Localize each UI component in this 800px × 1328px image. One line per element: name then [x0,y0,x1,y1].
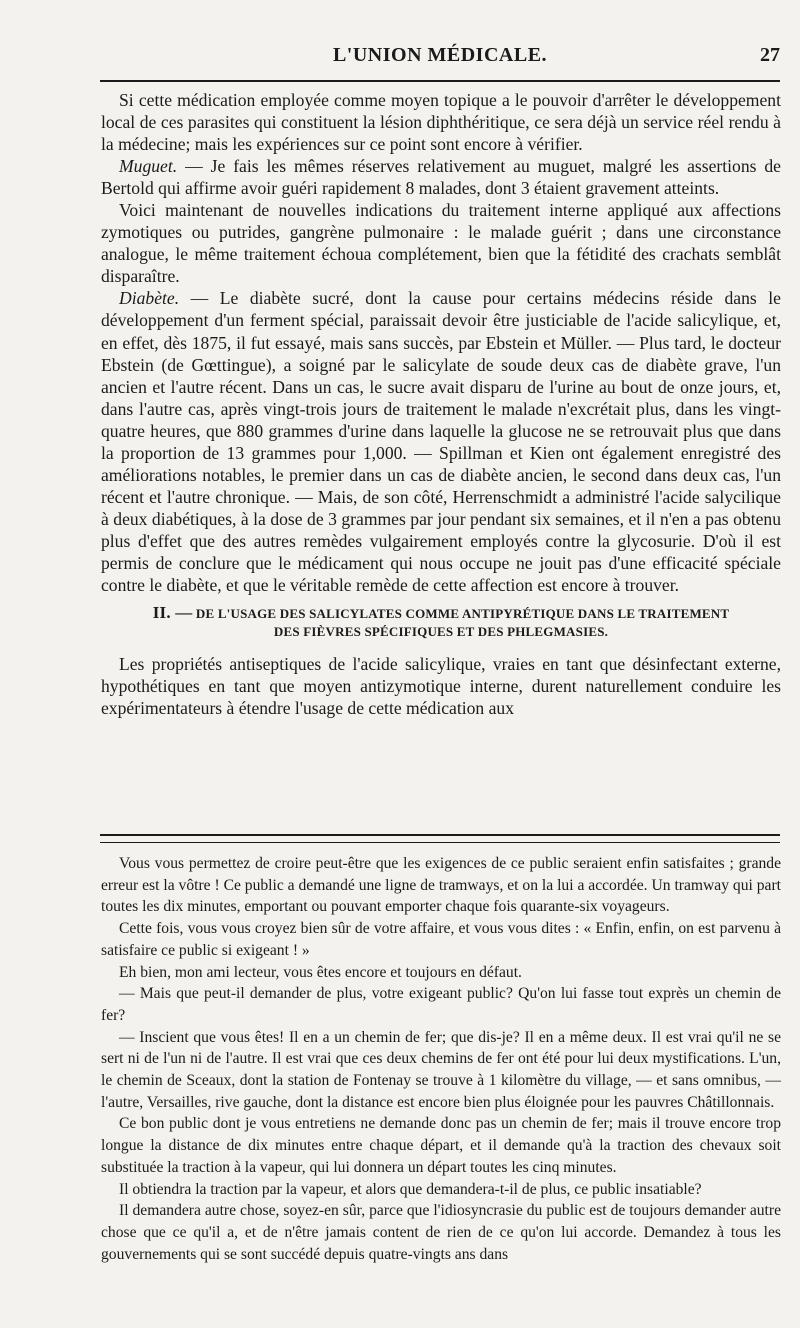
paragraph-text: — Le diabète sucré, dont la cause pour certains médecins réside dans le développement d'un ferment spécial, paraissait devoir être justiciable de l'acide salicylique, et, en effet, dès 1875, il fut essayé, mais sans succès, par Ebstein et Müller. — Plus tard, le docteur Ebstein (de Gœttingue), a soigné par le salicylate de soude deux cas de diabète grave, l'un ancien et l'autre récent. Dans un cas, le sucre avait disparu de l'urine au bout de onze jours, et, dans l'autre cas, après vingt-trois jours de traitement le malade n'excrétait plus, dans les vingt-quatre heures, que 880 grammes d'urine dans laquelle la glucose ne se retrouvait plus que dans la proportion de 13 grammes pour 1,000. — Spillman et Kien ont également enregistré des améliorations notables, le premier dans un cas de diabète ancien, le second dans deux cas, l'un récent et l'autre chronique. — Mais, de son côté, Herrenschmidt a administré l'acide salycilique à deux diabétiques, à la dose de 3 grammes par jour pendant six semaines, et il n'en a pas obtenu plus d'effet que des autres remèdes vulgairement employés contre la glycosurie. D'où il est permis de conclure que le médicament qui nous occupe ne jouit pas d'une efficacité spéciale contre le diabète, et que le véritable remède de cette affection est encore à trouver. [101,288,781,596]
paragraph-antiseptic [101,653,781,719]
feuilleton-paragraph: Cette fois, vous vous croyez bien sûr de votre affaire, et vous vous dites : « Enfin, enfin, on est parvenu à satisfaire ce public si exigeant ! » [101,920,781,959]
feuilleton-paragraph: Eh bien, mon ami lecteur, vous êtes encore et toujours en défaut. [119,963,522,981]
paragraph-text: Voici maintenant de nouvelles indications du traitement interne appliqué aux affections zymotiques ou putrides, gangrène pulmonaire : le malade guérit ; dans une circonstance analogue, le même traitement échoua complétement, bien que la fétidité des crachats semblât disparaître. [101,200,781,287]
feuilleton-rule-thick [100,834,780,836]
paragraph-zymotic [101,199,781,287]
section-heading [101,604,781,641]
section-number: II. — [152,603,193,623]
paragraph-muguet [101,155,781,199]
section-heading-line1: DE L'USAGE DES SALICYLATES COMME ANTIPYRÉTIQUE DANS LE TRAITEMENT [195,606,730,622]
feuilleton-paragraph: Vous vous permettez de croire peut-être que les exigences de ce public seraient enfin satisfaites ; grande erreur est la vôtre ! Ce public a demandé une ligne de tramways, et on la lui a accordée. Un tramway qui part toutes les dix minutes, emportant ou pouvant emporter chaque fois quarante-six voyageurs. [101,855,781,916]
feuilleton-paragraph: Ce bon public dont je vous entretiens ne demande donc pas un chemin de fer; mais il trouve encore trop longue la distance de dix minutes entre chaque départ, et il demande qu'à la traction des chevaux soit substituée la traction à la vapeur, qui lui donnera un départ toutes les cinq minutes. [101,1115,781,1176]
running-head [100,44,780,74]
feuilleton-rule-thin [100,842,780,843]
paragraph-text: — Je fais les mêmes réserves relativement au muguet, malgré les assertions de Bertold qui affirme avoir guéri rapidement 8 malades, dont 3 étaient gravement atteints. [101,156,781,199]
paragraph-text: Les propriétés antiseptiques de l'acide salicylique, vraies en tant que désinfectant externe, hypothétiques en tant que moyen antizymotique interne, durent naturellement conduire les expérimentateurs à étendre l'usage de cette médication aux [101,654,781,719]
run-in-title-muguet: Muguet. [119,156,178,177]
run-in-title-diabete: Diabète. [119,288,180,309]
section-heading-line2: DES FIÈVRES SPÉCIFIQUES ET DES PHLEGMASIES. [273,624,609,640]
paragraph-diphtheria [101,89,781,155]
feuilleton-body [101,853,781,1265]
header-rule [100,80,780,82]
feuilleton-paragraph: Il obtiendra la traction par la vapeur, et alors que demandera-t-il de plus, ce public insatiable? [119,1180,702,1198]
feuilleton-paragraph: — Inscient que vous êtes! Il en a un chemin de fer; que dis-je? Il en a même deux. Il est vrai qu'il ne se sert ni de l'un ni de l'autre. Il est vrai que ces deux chemins de fer ont été pour lui deux mystifications. L'un, le chemin de Sceaux, dont la station de Fontenay se trouve à 1 kilomètre du village, — et sans omnibus, — l'autre, Versailles, rive gauche, dont la distance est encore bien plus éloignée pour les pauvres Châtillonnais. [101,1028,781,1111]
page-number: 27 [760,44,780,66]
feuilleton-paragraph: Il demandera autre chose, soyez-en sûr, parce que l'idiosyncrasie du public est de toujours demander autre chose que ce qu'il a, et de n'être jamais content de rien de ce qu'on lui accorde. Demandez à tous les gouvernements qui se sont succédé depuis quatre-vingts ans dans [101,1202,781,1263]
paragraph-text: Si cette médication employée comme moyen topique a le pouvoir d'arrêter le développement local de ces parasites qui constituent la lésion diphthéritique, ce sera déjà un service réel rendu à la médecine; mais les expériences sur ce point sont encore à vérifier. [101,90,781,155]
paragraph-diabete [101,287,781,596]
running-title: L'UNION MÉDICALE. [332,44,548,66]
feuilleton-paragraph: — Mais que peut-il demander de plus, votre exigeant public? Qu'on lui fasse tout exprès un chemin de fer? [101,985,781,1024]
article-body [101,89,781,719]
